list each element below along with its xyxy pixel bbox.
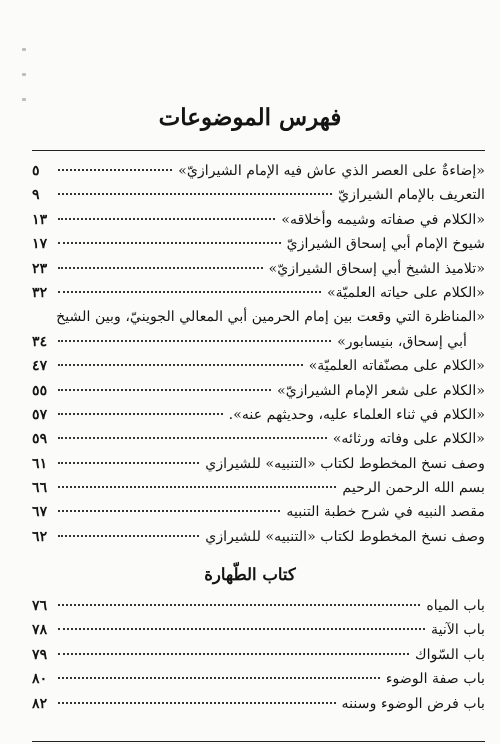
entry-page: ٦٦ — [32, 480, 48, 497]
dot-leader — [58, 677, 380, 679]
toc-entry[interactable] — [32, 208, 485, 232]
toc-entry[interactable] — [32, 257, 485, 281]
entry-page: ٥٧ — [32, 406, 48, 423]
toc-entry[interactable] — [32, 159, 485, 183]
entry-title: شيوخ الإمام أبي إسحاق الشيرازيّ — [286, 236, 485, 253]
entry-page: ١٧ — [32, 236, 48, 253]
dot-leader — [58, 291, 321, 293]
section-heading: كتاب الطّهارة — [204, 565, 296, 584]
dot-leader — [58, 413, 223, 415]
entry-title: «الكلام على وفاته ورثائه» — [332, 431, 485, 448]
dot-leader — [58, 242, 281, 244]
toc-entry[interactable] — [32, 403, 485, 427]
entry-title: مقصد النبيه في شرح خطبة التنبيه — [286, 504, 485, 521]
dot-leader — [58, 535, 199, 537]
dot-leader — [58, 702, 336, 704]
toc-entry[interactable] — [32, 452, 485, 476]
entry-page: ٥٩ — [32, 431, 48, 448]
toc-entry[interactable] — [32, 476, 485, 500]
toc-entry[interactable] — [32, 354, 485, 378]
dot-leader — [58, 340, 331, 342]
entry-title: وصف نسخ المخطوط لكتاب «التنبيه» للشيرازي — [205, 528, 485, 545]
toc-entry[interactable] — [32, 594, 485, 618]
entry-title: «الكلام على حياته العلميّة» — [326, 284, 485, 301]
toc-entry[interactable] — [32, 427, 485, 451]
dot-leader — [58, 653, 409, 655]
entry-page: ٤٧ — [32, 358, 48, 375]
entry-title: «إضاءةٌ على العصر الذي عاش فيه الإمام الشيرازيّ» — [178, 163, 485, 179]
dot-leader — [58, 437, 327, 439]
entry-page: ٦٧ — [32, 504, 48, 521]
entry-title: «الكلام على مصنّفاته العلميّة» — [308, 358, 485, 375]
dot-leader — [58, 486, 336, 488]
entry-title: باب الآنية — [430, 622, 485, 639]
entry-title: باب السّواك — [414, 646, 485, 663]
entry-page: ٥٥ — [32, 382, 48, 399]
dot-leader — [58, 628, 425, 630]
entry-page: ٧٦ — [32, 598, 48, 614]
toc-entry[interactable] — [32, 500, 485, 524]
toc-entry[interactable] — [32, 525, 485, 549]
toc-entry[interactable] — [32, 379, 485, 403]
entry-title: أبي إسحاق، بنيسابور» — [337, 333, 467, 350]
entry-page: ٨٠ — [32, 671, 48, 688]
entry-title: باب المياه — [426, 598, 485, 614]
toc-entry[interactable] — [32, 643, 485, 667]
entry-page: ٨٢ — [32, 695, 48, 712]
bottom-rule — [32, 741, 485, 742]
entry-title: «المناظرة التي وقعت بين إمام الحرمين أبي المعالي الجوينيّ، وبين الشيخ — [56, 309, 485, 326]
entry-page: ٣٤ — [32, 333, 48, 350]
toc-entry[interactable] — [32, 232, 485, 256]
toc-list — [32, 159, 485, 549]
entry-title: «الكلام على شعر الإمام الشيرازيّ» — [277, 382, 485, 399]
entry-page: ٢٣ — [32, 260, 48, 277]
toc-entry[interactable] — [32, 667, 485, 691]
entry-page: ١٣ — [32, 211, 48, 228]
entry-title: باب فرض الوضوء وسننه — [341, 695, 485, 712]
entry-title: «الكلام في ثناء العلماء عليه، وحديثهم عنه». — [228, 406, 485, 423]
entry-page: ٦١ — [32, 455, 48, 472]
page-title: فهرس الموضوعات — [158, 104, 342, 131]
entry-title: وصف نسخ المخطوط لكتاب «التنبيه» للشيرازي — [205, 455, 485, 472]
entry-title: بسم الله الرحمن الرحيم — [342, 480, 485, 497]
dot-leader — [58, 462, 199, 464]
entry-title: «تلاميذ الشيخ أبي إسحاق الشيرازيّ» — [268, 260, 485, 277]
entry-page: ٣٢ — [32, 284, 48, 301]
dot-leader — [58, 169, 172, 171]
toc-entry[interactable] — [32, 618, 485, 642]
section-toc-list — [32, 594, 485, 716]
dot-leader — [58, 604, 420, 606]
entry-page: ٩ — [32, 187, 40, 204]
entry-page: ٧٩ — [32, 646, 48, 663]
dot-leader — [58, 389, 271, 391]
toc-entry-first-line[interactable] — [32, 305, 485, 329]
toc-entry[interactable] — [32, 281, 485, 305]
dot-leader — [58, 364, 303, 366]
dot-leader — [58, 510, 280, 512]
dot-leader — [58, 193, 332, 195]
toc-entry-continuation[interactable] — [32, 330, 485, 354]
dot-leader — [58, 218, 275, 220]
toc-entry[interactable] — [32, 692, 485, 716]
entry-title: التعريف بالإمام الشيرازيّ — [338, 187, 485, 204]
entry-title: باب صفة الوضوء — [385, 671, 485, 688]
entry-page: ٧٨ — [32, 622, 48, 639]
entry-title: «الكلام في صفاته وشيمه وأخلاقه» — [281, 211, 485, 228]
entry-page: ٦٢ — [32, 528, 48, 545]
top-rule — [32, 150, 485, 151]
toc-entry[interactable] — [32, 183, 485, 207]
entry-page: ٥ — [32, 163, 40, 179]
dot-leader — [58, 267, 263, 269]
